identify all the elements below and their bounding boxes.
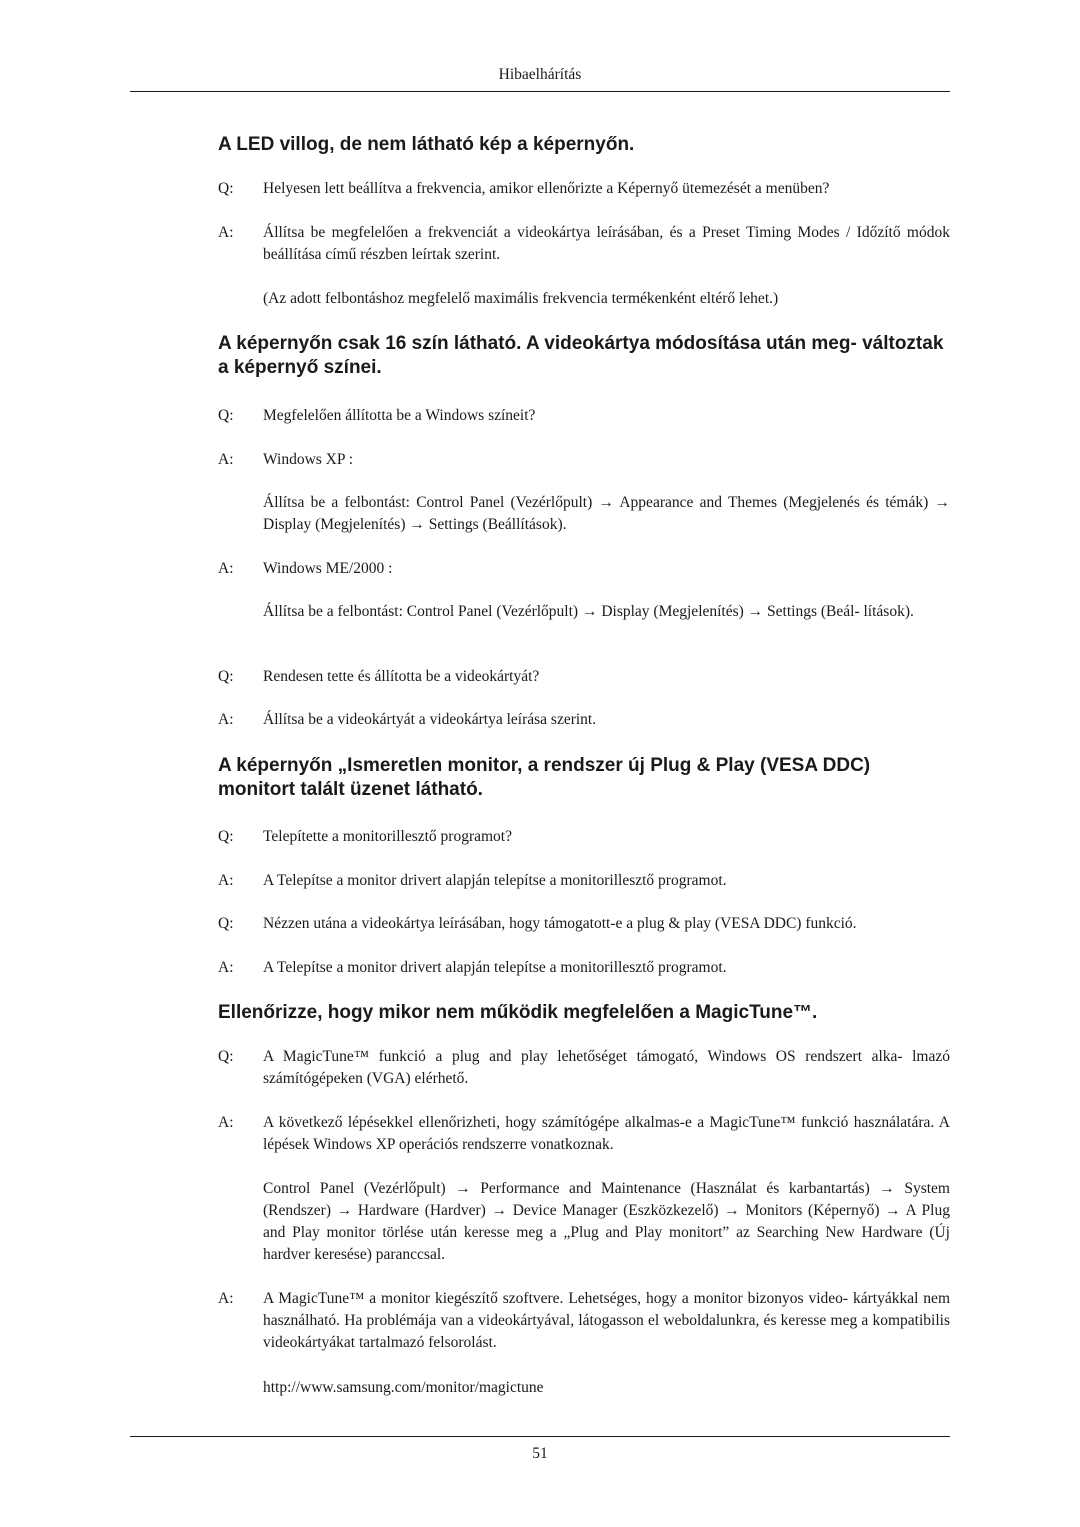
qa-label: Q:	[218, 915, 234, 932]
qa-text: Rendesen tette és állította be a videokártyát?	[263, 668, 540, 685]
qa-text: A Telepítse a monitor drivert alapján telepítse a monitorillesztő programot.	[263, 959, 727, 976]
qa-item	[218, 1178, 950, 1266]
qa-item	[218, 1288, 950, 1354]
running-header: Hibaelhárítás	[498, 66, 582, 83]
qa-item	[218, 601, 950, 623]
qa-label: Q:	[218, 407, 234, 424]
section-heading-magictune: Ellenőrizze, hogy mikor nem működik megfelelően a MagicTune™.	[218, 1002, 818, 1023]
qa-item	[218, 1377, 950, 1399]
qa-item	[218, 558, 950, 580]
qa-label: A:	[218, 451, 234, 468]
qa-label: A:	[218, 959, 234, 976]
qa-item	[218, 913, 950, 935]
section-heading-unknown-monitor: A képernyőn „Ismeretlen monitor, a rendszer új Plug & Play (VESA DDC) monitort talált üzenet látható.	[218, 755, 871, 800]
footer-rule	[130, 1436, 950, 1437]
qa-text: Control Panel (Vezérlőpult) → Performance and Maintenance (Használat és karbantartás) → System (Rendszer) → Hardware (Hardver) → Device Manager (Eszközkezelő) → Monitors (Képernyő) → A Plug and Play monitor törlése után keresse meg a „Plug and Play monitort” az Searching New Hardware (Új hardver keresése) paranccsal.	[263, 1180, 950, 1263]
qa-item	[218, 870, 950, 892]
qa-label: Q:	[218, 180, 234, 197]
qa-text: Telepítette a monitorillesztő programot?	[263, 828, 512, 845]
qa-text: A Telepítse a monitor drivert alapján telepítse a monitorillesztő programot.	[263, 872, 727, 889]
qa-item	[218, 1112, 950, 1156]
qa-label: A:	[218, 711, 234, 728]
qa-label: A:	[218, 224, 234, 241]
qa-text: Állítsa be megfelelően a frekvenciát a videokártya leírásában, és a Preset Timing Modes / Időzítő módok beállítása című részben leírtak szerint.	[263, 224, 950, 263]
qa-text: Helyesen lett beállítva a frekvencia, amikor ellenőrizte a Képernyő ütemezését a menüben?	[263, 180, 830, 197]
section-heading-16-colors: A képernyőn csak 16 szín látható. A videokártya módosítása után meg- változtak a képernyő színei.	[218, 333, 944, 378]
qa-item	[218, 222, 950, 266]
qa-text: A MagicTune™ funkció a plug and play lehetőséget támogató, Windows OS rendszert alka- lmazó számítógépeken (VGA) elérhető.	[263, 1048, 950, 1087]
qa-label: Q:	[218, 668, 234, 685]
qa-text: Állítsa be a felbontást: Control Panel (Vezérlőpult) → Display (Megjelenítés) → Settings (Beál- lítások).	[263, 603, 914, 620]
qa-text: A következő lépésekkel ellenőrizheti, hogy számítógépe alkalmas-e a MagicTune™ funkció használatára. A lépések Windows XP operációs rendszerre vonatkoznak.	[263, 1114, 950, 1153]
qa-text: Állítsa be a felbontást: Control Panel (Vezérlőpult) → Appearance and Themes (Megjelenés és témák) → Display (Megjelenítés) → Settings (Beállítások).	[263, 494, 950, 533]
qa-item	[218, 492, 950, 536]
qa-label: Q:	[218, 1048, 234, 1065]
qa-item	[218, 709, 950, 731]
qa-text: Állítsa be a videokártyát a videokártya leírása szerint.	[263, 711, 597, 728]
qa-label: A:	[218, 872, 234, 889]
qa-item	[218, 826, 950, 848]
qa-item	[218, 957, 950, 979]
note-text: (Az adott felbontáshoz megfelelő maximális frekvencia termékenként eltérő lehet.)	[263, 290, 779, 307]
qa-label: A:	[218, 1114, 234, 1131]
qa-item	[218, 1046, 950, 1090]
qa-text: Windows XP :	[263, 451, 354, 468]
qa-item	[218, 178, 950, 200]
magictune-url: http://www.samsung.com/monitor/magictune	[263, 1379, 544, 1396]
header-rule	[130, 91, 950, 92]
qa-item	[218, 405, 950, 427]
qa-text: A MagicTune™ a monitor kiegészítő szoftvere. Lehetséges, hogy a monitor bizonyos video- kártyákkal nem használható. Ha problémája van a videokártyával, látogasson el weboldalunkra, és keresse meg a kompatibilis videokártyákat tartalmazó felsorolást.	[263, 1290, 950, 1351]
qa-label: A:	[218, 1290, 234, 1307]
section-heading-led: A LED villog, de nem látható kép a képernyőn.	[218, 134, 635, 155]
qa-text: Nézzen utána a videokártya leírásában, hogy támogatott-e a plug & play (VESA DDC) funkció.	[263, 915, 857, 932]
qa-item	[218, 449, 950, 471]
qa-label: A:	[218, 560, 234, 577]
qa-item	[218, 666, 950, 688]
qa-text: Megfelelően állította be a Windows színeit?	[263, 407, 536, 424]
qa-text: Windows ME/2000 :	[263, 560, 393, 577]
qa-label: Q:	[218, 828, 234, 845]
page-number: 51	[532, 1445, 548, 1462]
